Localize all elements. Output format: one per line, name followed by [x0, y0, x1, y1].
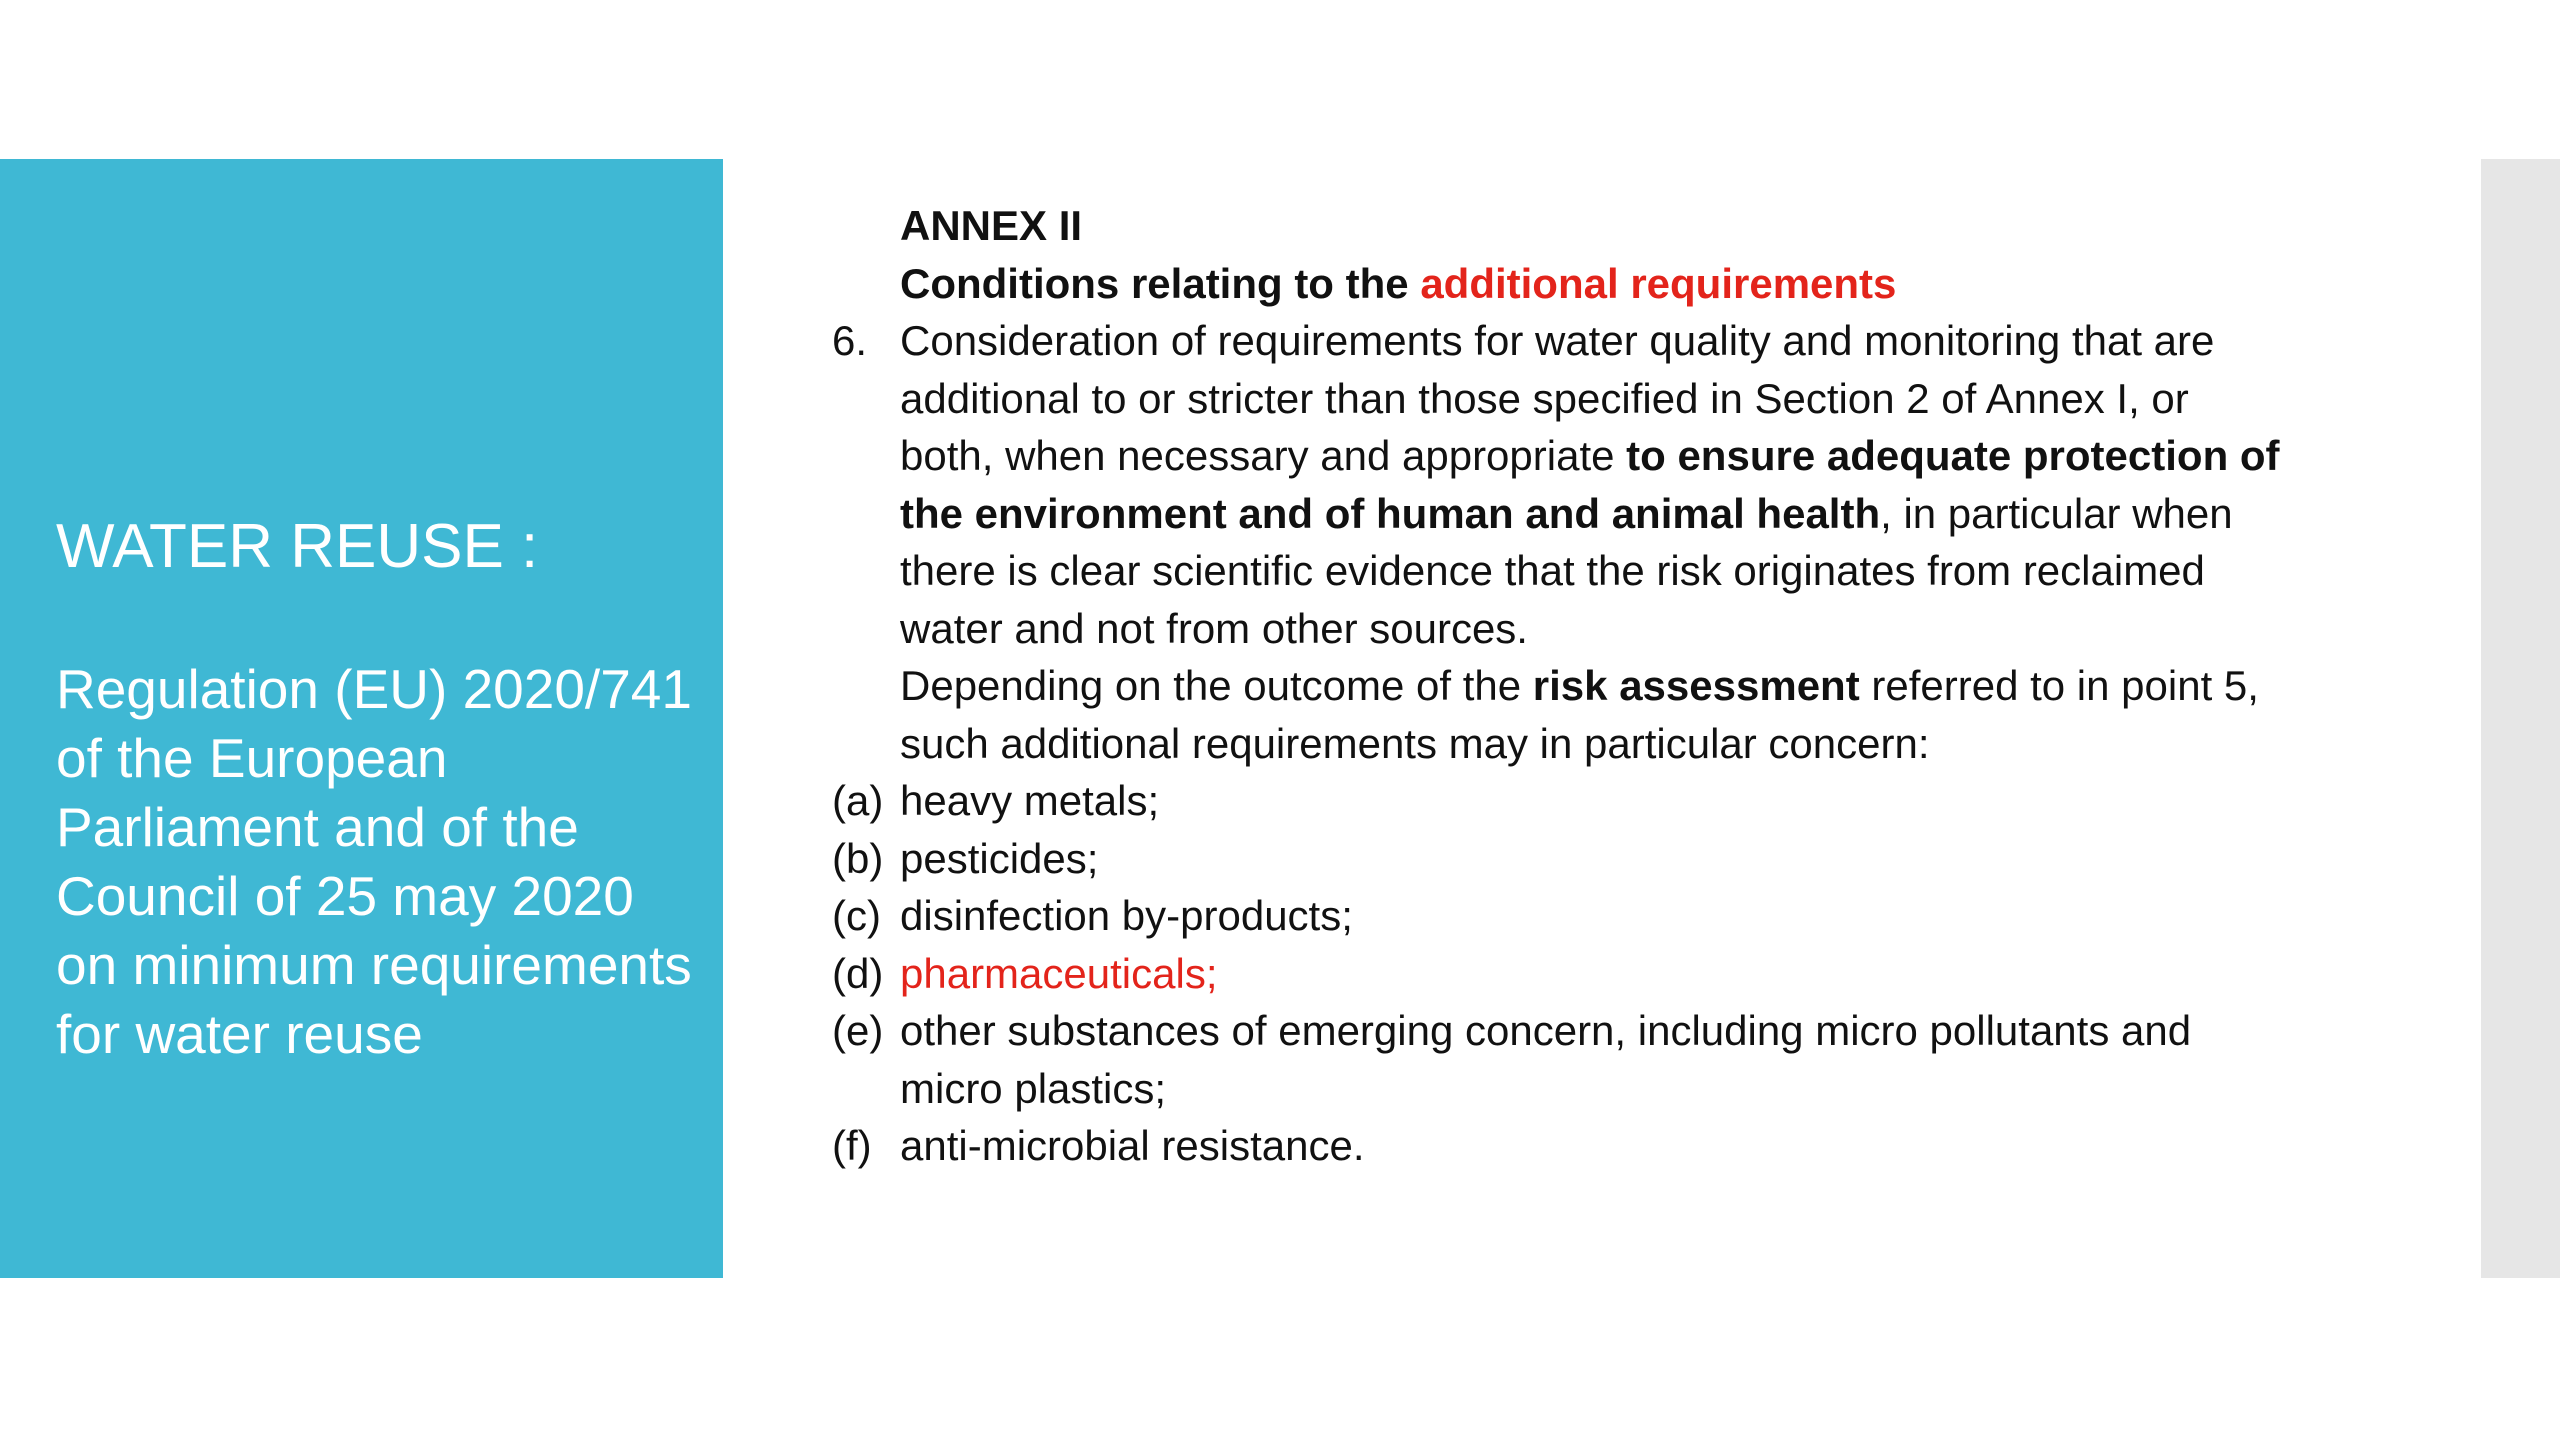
list-item-text: other substances of emerging concern, including micro pollutants and	[900, 1007, 2192, 1054]
list-marker: (d)	[832, 949, 884, 997]
point-line	[832, 542, 2392, 600]
list-item	[832, 1002, 2392, 1060]
point-text: there is clear scientific evidence that the risk originates from reclaimed	[900, 547, 2205, 594]
point-text: such additional requirements may in particular concern:	[900, 719, 1930, 767]
point-text-emphasis: to ensure adequate protection of	[1626, 432, 2280, 479]
point-text: , in particular when	[1880, 489, 2233, 537]
annex-subheading-highlight: additional requirements	[1420, 259, 1897, 307]
point-line	[832, 485, 2392, 543]
point-text: water and not from other sources.	[900, 604, 1528, 652]
point-text: Depending on the outcome of the	[900, 662, 1533, 709]
point-line	[832, 657, 2392, 715]
point-text: additional to or stricter than those specified in Section 2 of Annex I, or	[900, 374, 2189, 422]
list-item	[832, 887, 2392, 945]
list-item-text: pesticides;	[900, 834, 1099, 882]
annex-heading-line	[832, 197, 2392, 255]
point-text-emphasis: the environment and of human and animal health	[900, 489, 1881, 537]
list-marker: (c)	[832, 892, 881, 939]
list-item-text: anti-microbial resistance.	[900, 1122, 1365, 1169]
list-item	[832, 830, 2392, 888]
point-text: Consideration of requirements for water quality and monitoring that are	[900, 317, 2215, 364]
slide-title: WATER REUSE :	[56, 512, 539, 581]
list-item-text: disinfection by-products;	[900, 892, 1353, 939]
list-marker: (f)	[832, 1122, 872, 1169]
annex-content	[832, 197, 2392, 1175]
list-marker: (a)	[832, 777, 884, 824]
list-item-text-highlight: pharmaceuticals;	[900, 949, 1218, 997]
title-panel	[0, 159, 723, 1278]
annex-heading: ANNEX II	[900, 202, 1083, 249]
point-line	[832, 427, 2392, 485]
list-marker: (b)	[832, 834, 884, 882]
list-item-text: micro plastics;	[900, 1064, 1167, 1112]
point-text-emphasis: risk assessment	[1532, 662, 1860, 709]
list-item	[832, 772, 2392, 830]
list-item	[832, 1117, 2392, 1175]
list-marker: (e)	[832, 1007, 884, 1054]
list-item-text: heavy metals;	[900, 777, 1160, 824]
point-text: referred to in point 5,	[1859, 662, 2259, 709]
point-line	[832, 370, 2392, 428]
list-item	[832, 945, 2392, 1003]
annex-subheading-line	[832, 255, 2392, 313]
point-number: 6.	[832, 317, 868, 364]
point-line	[832, 312, 2392, 370]
point-line	[832, 600, 2392, 658]
annex-subheading: Conditions relating to the	[900, 259, 1421, 307]
list-item-continuation	[832, 1060, 2392, 1118]
point-line	[832, 715, 2392, 773]
decorative-strip	[2481, 159, 2560, 1278]
point-text: both, when necessary and appropriate	[900, 432, 1627, 479]
slide-subtitle: Regulation (EU) 2020/741 of the European Parliament and of the Council of 25 may 2020 on minimum requirements for water reuse	[56, 658, 692, 1065]
